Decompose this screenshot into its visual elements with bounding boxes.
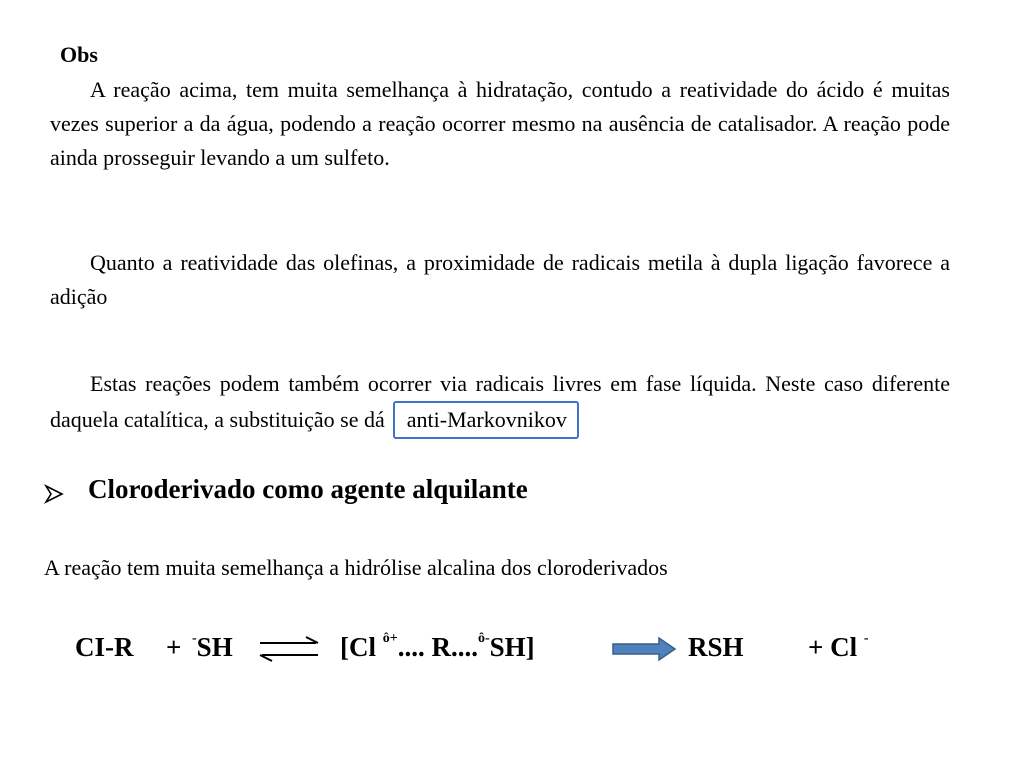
- ts-partial-negative: ô-: [477, 631, 490, 646]
- paragraph-hydration: A reação acima, tem muita semelhança à hidratação, contudo a reatividade do ácido é muitas vezes superior a da água, podendo a reação ocorrer mesmo na ausência de catalisador. A reação pode ainda prosseguir levando a um sulfeto.: [50, 77, 950, 170]
- chloride-label: + Cl: [808, 632, 858, 662]
- hydrosulfide-charge: -: [192, 631, 197, 646]
- reactant-clr: CI-R: [75, 632, 134, 662]
- hydrosulfide-ion: [192, 632, 233, 663]
- ts-partial-positive: ô+: [382, 631, 398, 646]
- transition-state: [340, 632, 535, 663]
- ts-middle: .... R....: [397, 632, 478, 662]
- forward-arrow-icon: [611, 634, 677, 669]
- product-rsh: RSH: [688, 632, 744, 662]
- paragraph-radicals-text: Estas reações podem também ocorrer via radicais livres em fase líquida. Neste caso diferente daquela catalítica, a substituição se dá: [50, 371, 950, 432]
- chloride-charge: -: [863, 631, 869, 646]
- obs-title: Obs: [60, 42, 98, 67]
- intro-sentence: A reação tem muita semelhança a hidrólise alcalina dos cloroderivados: [44, 555, 668, 580]
- ts-open: [Cl: [340, 632, 376, 662]
- arrowhead-bullet-icon: [44, 480, 64, 500]
- plus-sign: +: [166, 632, 182, 662]
- chloride-ion: [808, 632, 869, 663]
- anti-markovnikov-box: anti-Markovnikov: [393, 401, 579, 439]
- section-heading-text: Cloroderivado como agente alquilante: [88, 474, 528, 504]
- equilibrium-arrows-icon: [256, 634, 322, 669]
- paragraph-olefins: Quanto a reatividade das olefinas, a proximidade de radicais metila à dupla ligação favorece a adição: [50, 250, 950, 309]
- ts-close: SH]: [489, 632, 535, 662]
- paragraph-radicals: [50, 367, 950, 439]
- hydrosulfide-label: SH: [196, 632, 233, 662]
- section-heading: [44, 474, 528, 505]
